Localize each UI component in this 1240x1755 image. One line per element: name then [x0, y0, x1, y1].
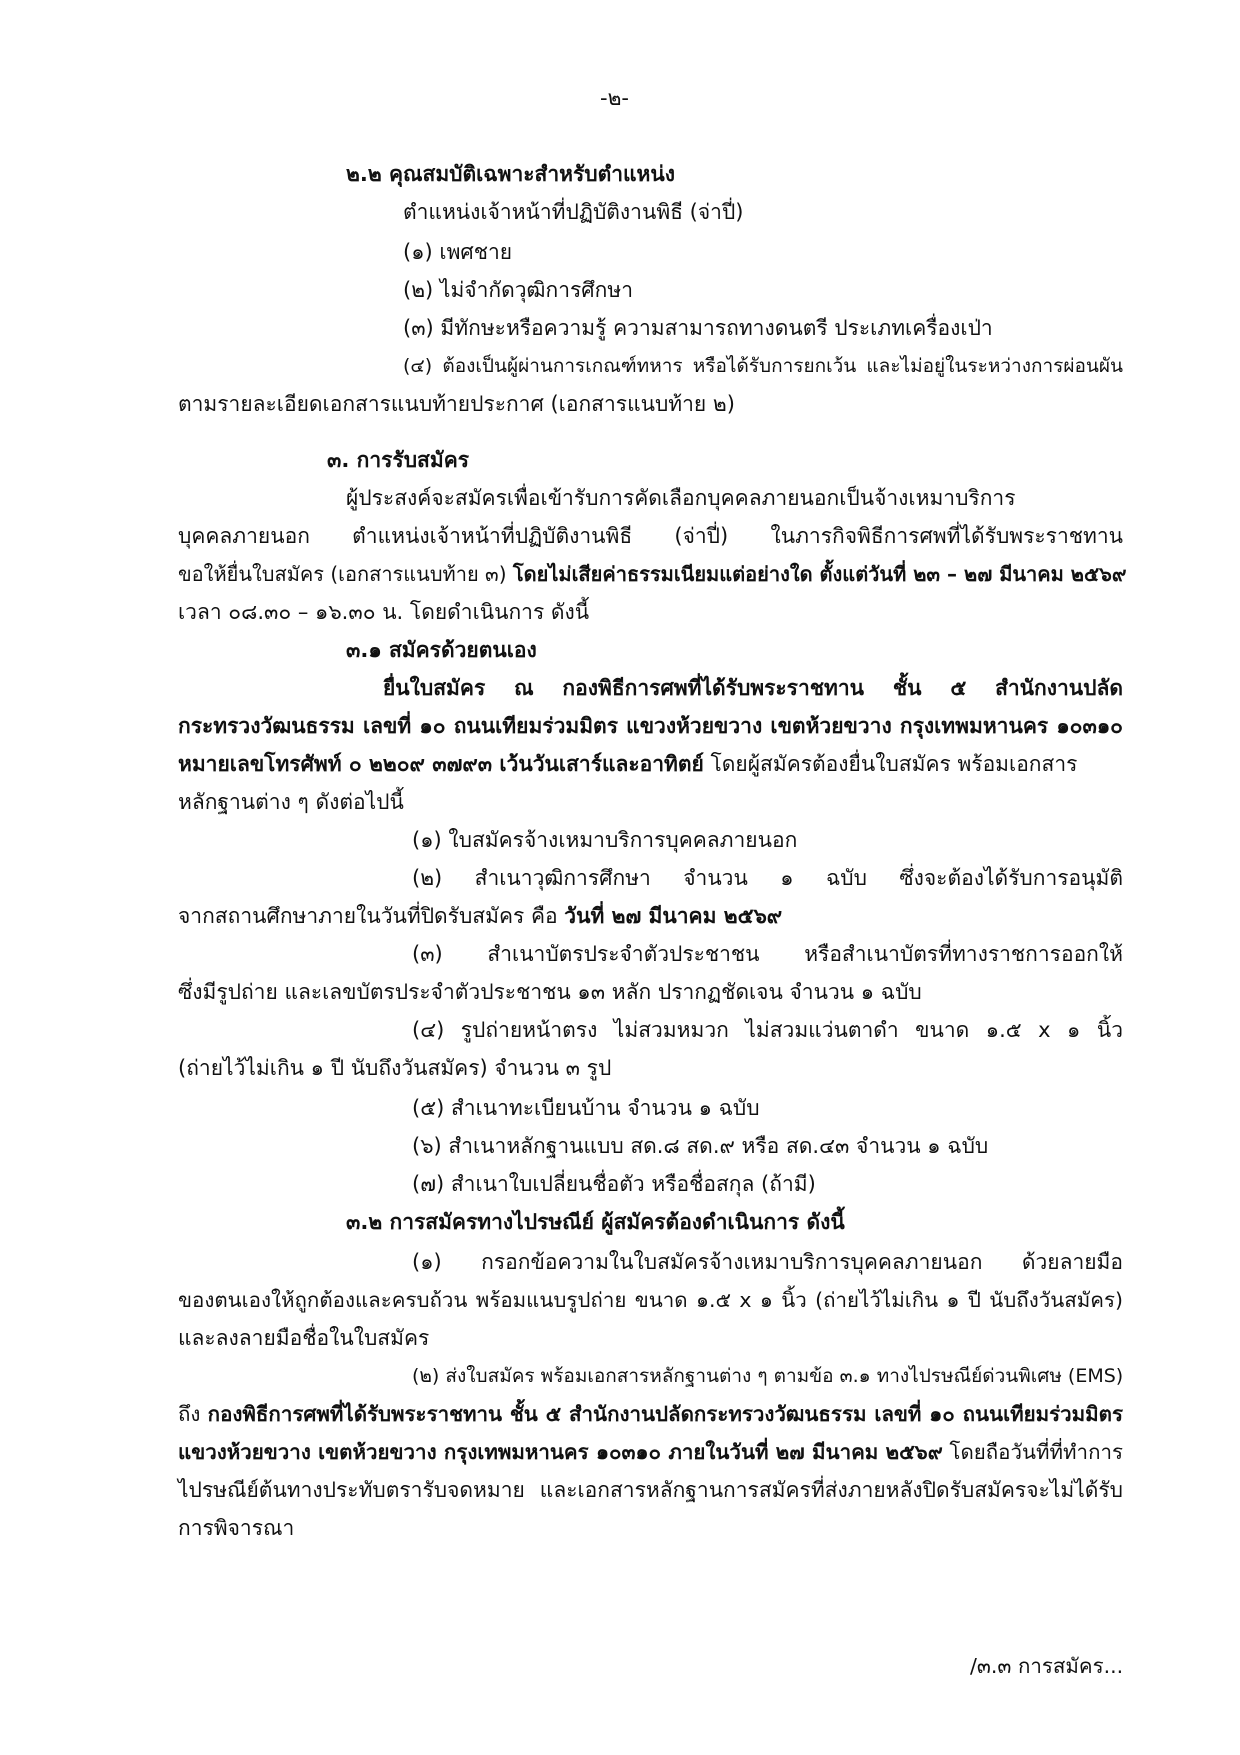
section-3-para-line-2: บุคคลภายนอก ตำแหน่งเจ้าหน้าที่ปฏิบัติงานพิธี (จ่าปี่) ในภารกิจพิธีการศพที่ได้รับพระราชทาน — [178, 524, 1123, 548]
qualification-item-1: (๑) เพศชาย — [403, 240, 513, 264]
page-number: -๒- — [600, 86, 629, 110]
mail-item-1-cont-2: และลงลายมือชื่อในใบสมัคร — [178, 1326, 430, 1350]
position-title: ตำแหน่งเจ้าหน้าที่ปฏิบัติงานพิธี (จ่าปี่) — [403, 200, 744, 224]
mail-item-2-cont-2: แขวงห้วยขวาง เขตห้วยขวาง กรุงเทพมหานคร ๑๐๓๑๐ ภายในวันที่ ๒๗ มีนาคม ๒๕๖๙ โดยถือวันที่ที่ทำการ — [178, 1440, 1123, 1464]
walk-in-address-line-1: ยื่นใบสมัคร ณ กองพิธีการศพที่ได้รับพระราชทาน ชั้น ๕ สำนักงานปลัด — [383, 676, 1123, 700]
walk-in-phone-line: หมายเลขโทรศัพท์ ๐ ๒๒๐๙ ๓๗๙๓ เว้นวันเสาร์และอาทิตย์ โดยผู้สมัครต้องยื่นใบสมัคร พร้อมเอกสาร — [178, 752, 1078, 776]
document-item-5: (๕) สำเนาทะเบียนบ้าน จำนวน ๑ ฉบับ — [412, 1096, 760, 1120]
section-3-2-heading: ๓.๒ การสมัครทางไปรษณีย์ ผู้สมัครต้องดำเนินการ ดังนี้ — [346, 1210, 845, 1234]
document-item-2: (๒) สำเนาวุฒิการศึกษา จำนวน ๑ ฉบับ ซึ่งจะต้องได้รับการอนุมัติ — [412, 866, 1123, 890]
document-item-3-cont: ซึ่งมีรูปถ่าย และเลขบัตรประจำตัวประชาชน ๑๓ หลัก ปรากฏชัดเจน จำนวน ๑ ฉบับ — [178, 980, 922, 1004]
application-period: โดยไม่เสียค่าธรรมเนียมแต่อย่างใด ตั้งแต่วันที่ ๒๓ – ๒๗ มีนาคม ๒๕๖๙ — [512, 562, 1127, 586]
mail-item-2-cont-1: ถึง กองพิธีการศพที่ได้รับพระราชทาน ชั้น ๕ สำนักงานปลัดกระทรวงวัฒนธรรม เลขที่ ๑๐ ถนนเทียมร่วมมิตร — [178, 1402, 1123, 1426]
section-3-para-line-1: ผู้ประสงค์จะสมัครเพื่อเข้ารับการคัดเลือกบุคคลภายนอกเป็นจ้างเหมาบริการ — [346, 486, 1016, 510]
mail-item-1: (๑) กรอกข้อความในใบสมัครจ้างเหมาบริการบุคคลภายนอก ด้วยลายมือ — [412, 1250, 1123, 1274]
section-3-1-heading: ๓.๑ สมัครด้วยตนเอง — [346, 638, 537, 662]
document-item-1: (๑) ใบสมัครจ้างเหมาบริการบุคคลภายนอก — [412, 828, 798, 852]
qualification-item-4-cont: ตามรายละเอียดเอกสารแนบท้ายประกาศ (เอกสารแนบท้าย ๒) — [178, 392, 735, 416]
document-item-4-cont: (ถ่ายไว้ไม่เกิน ๑ ปี นับถึงวันสมัคร) จำนวน ๓ รูป — [178, 1056, 612, 1080]
phone-number: หมายเลขโทรศัพท์ ๐ ๒๒๐๙ ๓๗๙๓ เว้นวันเสาร์และอาทิตย์ — [178, 752, 704, 776]
continuation-marker: /๓.๓ การสมัคร... — [970, 1654, 1124, 1678]
qualification-item-4: (๔) ต้องเป็นผู้ผ่านการเกณฑ์ทหาร หรือได้รับการยกเว้น และไม่อยู่ในระหว่างการผ่อนผัน — [403, 355, 1123, 377]
section-3-para-line-4: เวลา ๐๘.๓๐ – ๑๖.๓๐ น. โดยดำเนินการ ดังนี้ — [178, 600, 590, 624]
document-item-7: (๗) สำเนาใบเปลี่ยนชื่อตัว หรือชื่อสกุล (ถ้ามี) — [412, 1172, 816, 1196]
document-item-2-cont: จากสถานศึกษาภายในวันที่ปิดรับสมัคร คือ วันที่ ๒๗ มีนาคม ๒๕๖๙ — [178, 904, 783, 928]
document-item-6: (๖) สำเนาหลักฐานแบบ สด.๘ สด.๙ หรือ สด.๔๓ จำนวน ๑ ฉบับ — [412, 1134, 989, 1158]
walk-in-address-line-2: กระทรวงวัฒนธรรม เลขที่ ๑๐ ถนนเทียมร่วมมิตร แขวงห้วยขวาง เขตห้วยขวาง กรุงเทพมหานคร ๑๐๓๑๐ — [178, 714, 1123, 738]
section-3-para-line-3: ขอให้ยื่นใบสมัคร (เอกสารแนบท้าย ๓) โดยไม่เสียค่าธรรมเนียมแต่อย่างใด ตั้งแต่วันที่ ๒๓ – ๒๗ มีนาคม ๒๕๖๙ — [178, 562, 1127, 586]
mail-address: กองพิธีการศพที่ได้รับพระราชทาน ชั้น ๕ สำนักงานปลัดกระทรวงวัฒนธรรม เลขที่ ๑๐ ถนนเทียมร่วมมิตร — [207, 1402, 1123, 1426]
section-2-2-heading: ๒.๒ คุณสมบัติเฉพาะสำหรับตำแหน่ง — [346, 162, 676, 186]
section-3-heading: ๓. การรับสมัคร — [327, 448, 470, 472]
walk-in-line-4: หลักฐานต่าง ๆ ดังต่อไปนี้ — [178, 790, 404, 814]
mail-item-2-cont-3: ไปรษณีย์ต้นทางประทับตรารับจดหมาย และเอกสารหลักฐานการสมัครที่ส่งภายหลังปิดรับสมัครจะไม่ได้รับ — [178, 1478, 1123, 1502]
mail-item-2: (๒) ส่งใบสมัคร พร้อมเอกสารหลักฐานต่าง ๆ ตามข้อ ๓.๑ ทางไปรษณีย์ด่วนพิเศษ (EMS) — [412, 1365, 1124, 1387]
qualification-item-3: (๓) มีทักษะหรือความรู้ ความสามารถทางดนตรี ประเภทเครื่องเป่า — [403, 316, 993, 340]
document-item-3: (๓) สำเนาบัตรประจำตัวประชาชน หรือสำเนาบัตรที่ทางราชการออกให้ — [412, 942, 1123, 966]
document-item-4: (๔) รูปถ่ายหน้าตรง ไม่สวมหมวก ไม่สวมแว่นตาดำ ขนาด ๑.๕ x ๑ นิ้ว — [412, 1018, 1123, 1042]
closing-date: วันที่ ๒๗ มีนาคม ๒๕๖๙ — [564, 904, 783, 928]
mail-item-2-cont-4: การพิจารณา — [178, 1516, 295, 1540]
mail-address-deadline: แขวงห้วยขวาง เขตห้วยขวาง กรุงเทพมหานคร ๑๐๓๑๐ ภายในวันที่ ๒๗ มีนาคม ๒๕๖๙ — [178, 1440, 943, 1464]
qualification-item-2: (๒) ไม่จำกัดวุฒิการศึกษา — [403, 278, 633, 302]
mail-item-1-cont-1: ของตนเองให้ถูกต้องและครบถ้วน พร้อมแนบรูปถ่าย ขนาด ๑.๕ x ๑ นิ้ว (ถ่ายไว้ไม่เกิน ๑ ปี นับถึงวันสมัคร) — [178, 1288, 1123, 1312]
